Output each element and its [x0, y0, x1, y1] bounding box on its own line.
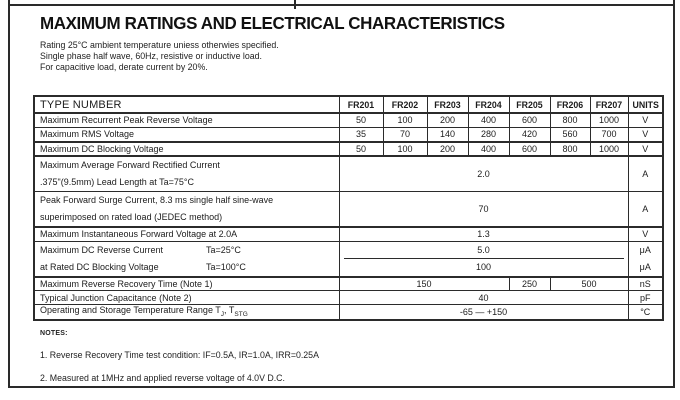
table-row — [34, 142, 663, 156]
cell-value: 280 — [468, 127, 509, 142]
rating-conditions — [40, 40, 279, 73]
cell-unit: °C — [628, 305, 663, 320]
table-row — [34, 113, 663, 127]
row-label: Maximum RMS Voltage — [34, 127, 339, 142]
cell-value-merged: 1.3 — [339, 227, 628, 241]
cell-value: 200 — [427, 113, 468, 127]
test-condition: Ta=100°C — [206, 261, 246, 272]
note-2: 2. Measured at 1MHz and applied reverse voltage of 4.0V D.C. — [40, 373, 285, 383]
cell-unit: V — [628, 142, 663, 156]
column-header-fr203: FR203 — [427, 96, 468, 113]
row-label: Maximum Recurrent Peak Reverse Voltage — [34, 113, 339, 127]
datasheet-page — [8, 0, 675, 388]
cell-value-merged: 40 — [339, 291, 628, 305]
cell-value: 1000 — [590, 113, 628, 127]
cell-value: 400 — [468, 142, 509, 156]
column-header-fr206: FR206 — [550, 96, 590, 113]
rating-condition-line: Single phase half wave, 60Hz, resistive or inductive load. — [40, 51, 262, 61]
row-label: Maximum Reverse Recovery Time (Note 1) — [34, 277, 339, 291]
notes-heading: NOTES: — [40, 330, 68, 337]
table-row — [34, 127, 663, 142]
cell-value: 35 — [339, 127, 383, 142]
page-title: MAXIMUM RATINGS AND ELECTRICAL CHARACTERISTICS — [40, 13, 505, 33]
column-header-fr204: FR204 — [468, 96, 509, 113]
notes-section — [40, 330, 319, 383]
column-header-type-number: TYPE NUMBER — [34, 96, 339, 113]
cell-value: 600 — [509, 113, 550, 127]
cell-value: 50 — [339, 142, 383, 156]
row-label: Maximum Instantaneous Forward Voltage at 2.0A — [34, 227, 339, 241]
cell-value: 50 — [339, 113, 383, 127]
cell-unit: V — [628, 127, 663, 142]
cell-value: 400 — [468, 113, 509, 127]
cell-value: 100 — [383, 142, 427, 156]
cell-unit: V — [628, 113, 663, 127]
test-condition: Ta=25°C — [206, 244, 241, 255]
table-row — [34, 277, 663, 291]
table-row — [34, 241, 663, 277]
column-header-units: UNITS — [628, 96, 663, 113]
cell-value-merged: 500 — [550, 277, 628, 291]
cell-unit: pF — [628, 291, 663, 305]
note-1: 1. Reverse Recovery Time test condition: IF=0.5A, IR=1.0A, IRR=0.25A — [40, 350, 319, 360]
previous-section-column-tick — [294, 0, 296, 9]
cell-value-merged: 2.0 — [339, 156, 628, 192]
table-header-row — [34, 96, 663, 113]
row-label: Operating and Storage Temperature Range $T_J$, $T_{STG}$ — [34, 305, 339, 320]
cell-unit: V — [628, 227, 663, 241]
cell-value-merged: -65 — +150 — [339, 305, 628, 320]
row-label: Maximum DC Reverse Current Ta=25°C at Rated DC Blocking Voltage Ta=100°C — [34, 241, 339, 277]
table-row — [34, 291, 663, 305]
cell-value: 560 — [550, 127, 590, 142]
rating-condition-line: Rating 25°C ambient temperature uniess otherwies specified. — [40, 40, 279, 50]
column-header-fr202: FR202 — [383, 96, 427, 113]
row-label: Maximum Average Forward Rectified Current .375"(9.5mm) Lead Length at Ta=75°C — [34, 156, 339, 192]
cell-value: 600 — [509, 142, 550, 156]
cell-value: 100 — [383, 113, 427, 127]
column-header-fr207: FR207 — [590, 96, 628, 113]
table-row — [34, 305, 663, 320]
cell-value: 800 — [550, 142, 590, 156]
cell-value: 1000 — [590, 142, 628, 156]
previous-section-divider — [10, 4, 673, 6]
cell-unit: A — [628, 156, 663, 192]
cell-unit: nS — [628, 277, 663, 291]
cell-value: 140 — [427, 127, 468, 142]
column-header-fr201: FR201 — [339, 96, 383, 113]
column-header-fr205: FR205 — [509, 96, 550, 113]
cell-value: 420 — [509, 127, 550, 142]
cell-value: 200 — [427, 142, 468, 156]
cell-value-merged: 5.0 100 — [339, 241, 628, 277]
table-row — [34, 156, 663, 192]
table-row — [34, 192, 663, 228]
rating-condition-line: For capacitive load, derate current by 20%. — [40, 62, 208, 72]
row-label: Typical Junction Capacitance (Note 2) — [34, 291, 339, 305]
cell-value: 250 — [509, 277, 550, 291]
table-row — [34, 227, 663, 241]
cell-value: 800 — [550, 113, 590, 127]
cell-value: 700 — [590, 127, 628, 142]
row-label: Peak Forward Surge Current, 8.3 ms single half sine-wave superimposed on rated load (JEDEC method) — [34, 192, 339, 228]
cell-value-merged: 70 — [339, 192, 628, 228]
row-label: Maximum DC Blocking Voltage — [34, 142, 339, 156]
cell-unit: μA μA — [628, 241, 663, 277]
cell-unit: A — [628, 192, 663, 228]
cell-value: 70 — [383, 127, 427, 142]
cell-value-merged: 150 — [339, 277, 509, 291]
ratings-table — [33, 95, 664, 321]
